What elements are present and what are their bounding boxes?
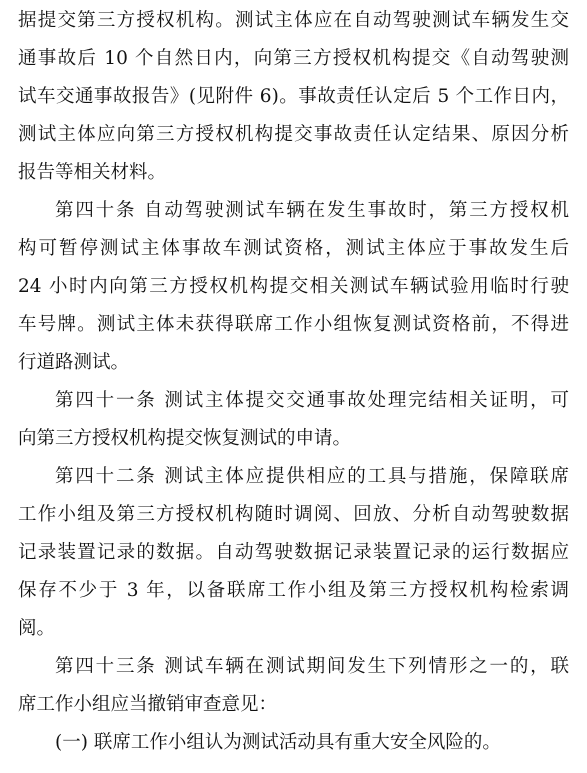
text-line-9: 车号牌。测试主体未获得联席工作小组恢复测试资格前，不得进 [18,314,569,335]
text-line-8: 24 小时内向第三方授权机构提交相关测试车辆试验用临时行驶 [18,276,569,297]
text-line-16: 保存不少于 3 年，以备联席工作小组及第三方授权机构检索调 [18,580,569,601]
article-41-heading-line: 第四十一条 测试主体提交交通事故处理完结相关证明，可 [55,390,569,411]
text-line-7: 构可暂停测试主体事故车测试资格，测试主体应于事故发生后 [18,238,569,259]
text-line-15: 记录装置记录的数据。自动驾驶数据记录装置记录的运行数据应 [18,542,569,563]
text-line-12: 向第三方授权机构提交恢复测试的申请。 [18,428,352,449]
text-line-17: 阅。 [18,618,56,639]
text-line-19: 席工作小组应当撤销审查意见： [18,694,278,715]
list-item-1: (一) 联席工作小组认为测试活动具有重大安全风险的。 [55,732,501,753]
article-43-heading-line: 第四十三条 测试车辆在测试期间发生下列情形之一的，联 [55,656,569,677]
article-42-heading-line: 第四十二条 测试主体应提供相应的工具与措施，保障联席 [55,466,569,487]
text-line-4: 测试主体应向第三方授权机构提交事故责任认定结果、原因分析 [18,124,569,145]
text-line-14: 工作小组及第三方授权机构随时调阅、回放、分析自动驾驶数据 [18,504,569,525]
text-line-10: 行道路测试。 [18,352,130,373]
text-line-2: 通事故后 10 个自然日内，向第三方授权机构提交《自动驾驶测 [18,48,569,69]
article-40-heading-line: 第四十条 自动驾驶测试车辆在发生事故时，第三方授权机 [55,200,569,221]
text-line-3: 试车交通事故报告》(见附件 6)。事故责任认定后 5 个工作日内， [18,86,569,107]
text-line-5: 报告等相关材料。 [18,162,167,183]
text-line-1: 据提交第三方授权机构。测试主体应在自动驾驶测试车辆发生交 [18,10,569,31]
